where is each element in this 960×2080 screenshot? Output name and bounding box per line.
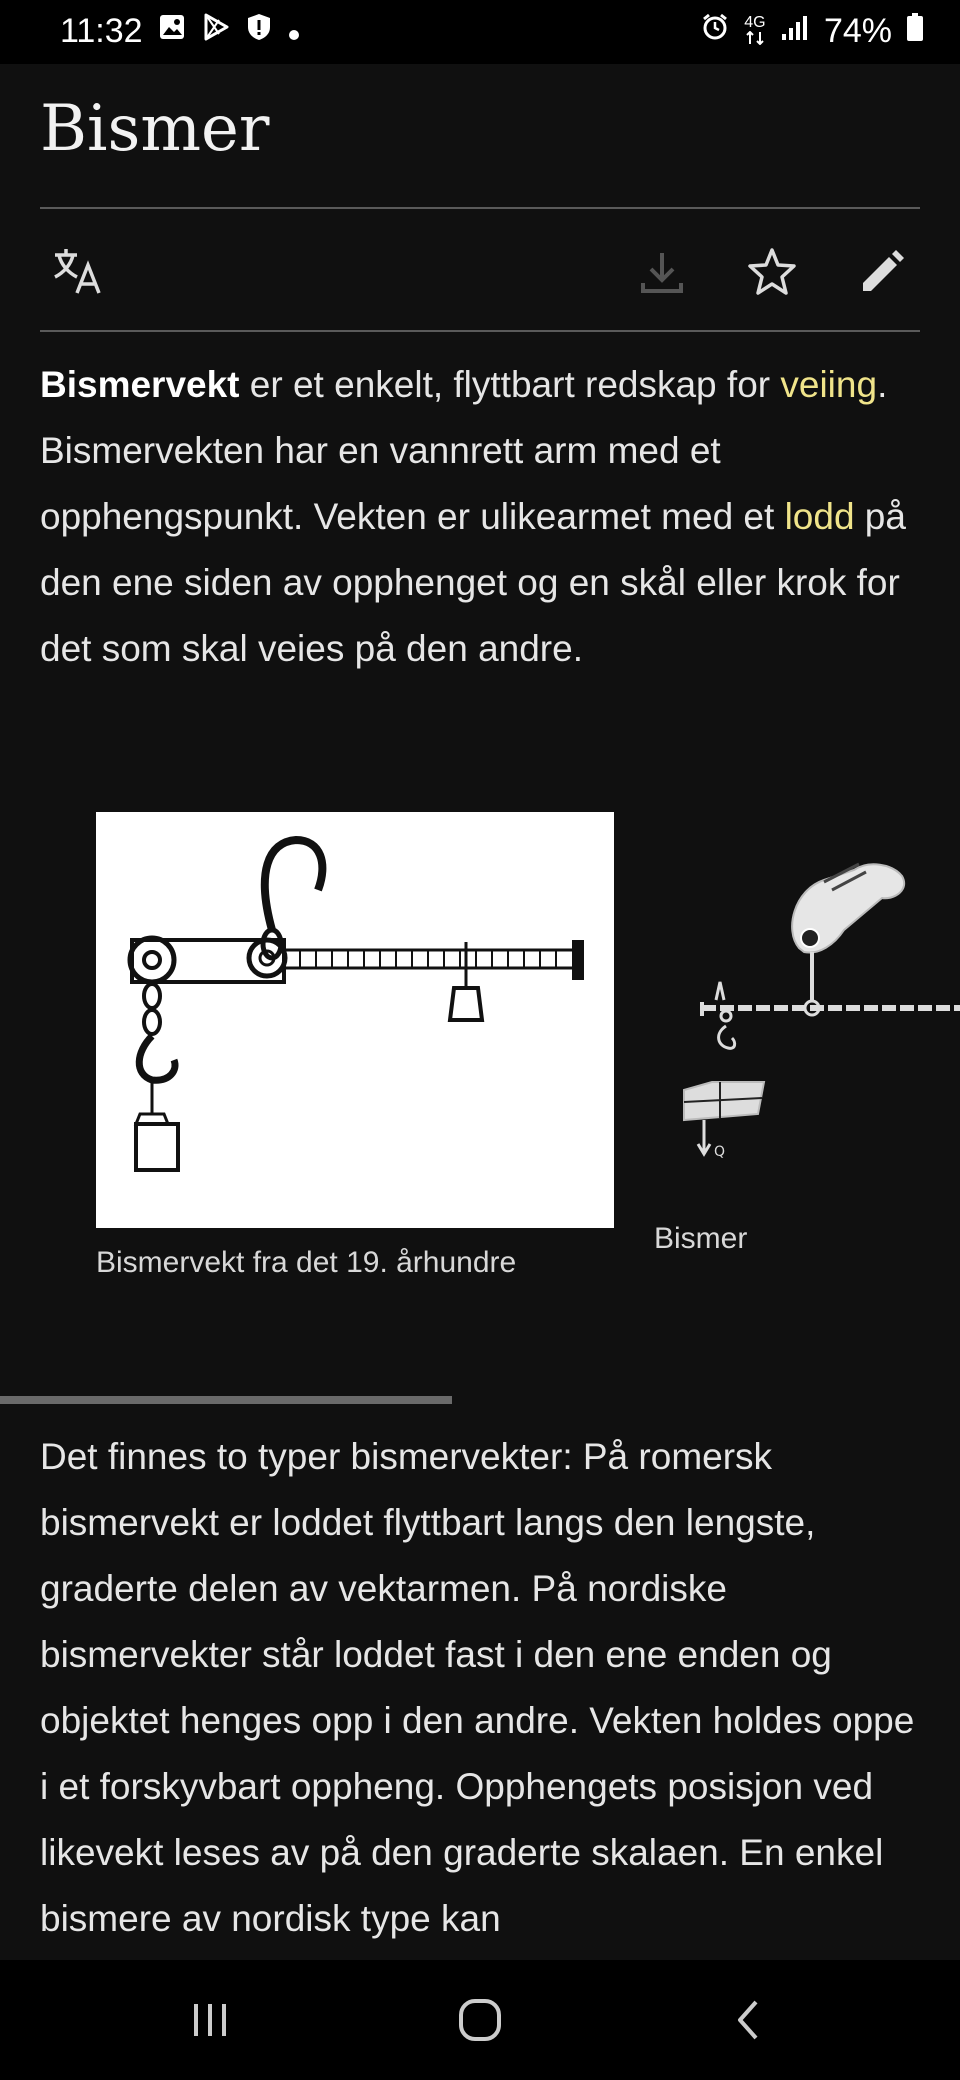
intro-text: . Bismervekten har en vannrett arm med et opphengspunkt. Vekten er ulikearmet med et	[40, 364, 888, 537]
figure-bismer-diagram[interactable]	[654, 820, 960, 1200]
page-title: Bismer	[40, 92, 270, 166]
play-store-icon	[201, 12, 231, 51]
network-label: 4G	[744, 13, 766, 31]
back-icon[interactable]	[710, 1990, 790, 2050]
figure-caption: Bismer	[654, 1222, 748, 1255]
shield-alert-icon	[245, 12, 273, 51]
battery-percent: 74%	[823, 12, 892, 50]
battery-icon	[906, 12, 924, 51]
home-icon[interactable]	[440, 1990, 520, 2050]
intro-text: er et enkelt, flyttbart redskap for	[239, 364, 781, 405]
network-type-icon	[744, 15, 766, 49]
signal-icon	[780, 12, 810, 51]
status-bar	[0, 0, 960, 64]
gallery-scrollbar[interactable]	[0, 1396, 452, 1404]
translate-icon[interactable]	[46, 240, 110, 304]
divider	[40, 330, 920, 332]
dot-icon	[287, 12, 301, 51]
link-lodd[interactable]: lodd	[784, 496, 855, 537]
navigation-bar	[0, 1960, 960, 2080]
recents-icon[interactable]	[170, 1990, 250, 2050]
page-toolbar	[40, 232, 920, 312]
svg-text:Q: Q	[714, 1144, 726, 1160]
edit-icon[interactable]	[850, 240, 914, 304]
body-paragraph: Det finnes to typer bismervekter: På romersk bismervekt er loddet flyttbart langs den lengste, graderte delen av vektarmen. På nordiske bismervekter står loddet fast i den ene enden og objektet henges opp i den andre. Vekten holdes oppe i et forskyvbart oppheng. Opphengets posisjon ved likevekt leses av på den graderte skalaen. En enkel bismere av nordisk type kan	[40, 1436, 915, 1939]
clock: 11:32	[60, 12, 143, 50]
intro-paragraph	[40, 352, 920, 682]
star-icon[interactable]	[740, 240, 804, 304]
figure-caption: Bismervekt fra det 19. århundre	[96, 1246, 517, 1279]
alarm-icon	[700, 12, 730, 51]
figure-steelyard-19th-century[interactable]	[96, 812, 614, 1228]
divider	[40, 207, 920, 209]
download-icon[interactable]	[630, 240, 694, 304]
image-icon	[157, 12, 187, 51]
bold-term: Bismervekt	[40, 364, 240, 405]
link-veiing[interactable]: veiing	[780, 364, 878, 405]
intro-text: på den ene siden av opphenget og en skål eller krok for det som skal veies på den andre.	[40, 496, 906, 669]
